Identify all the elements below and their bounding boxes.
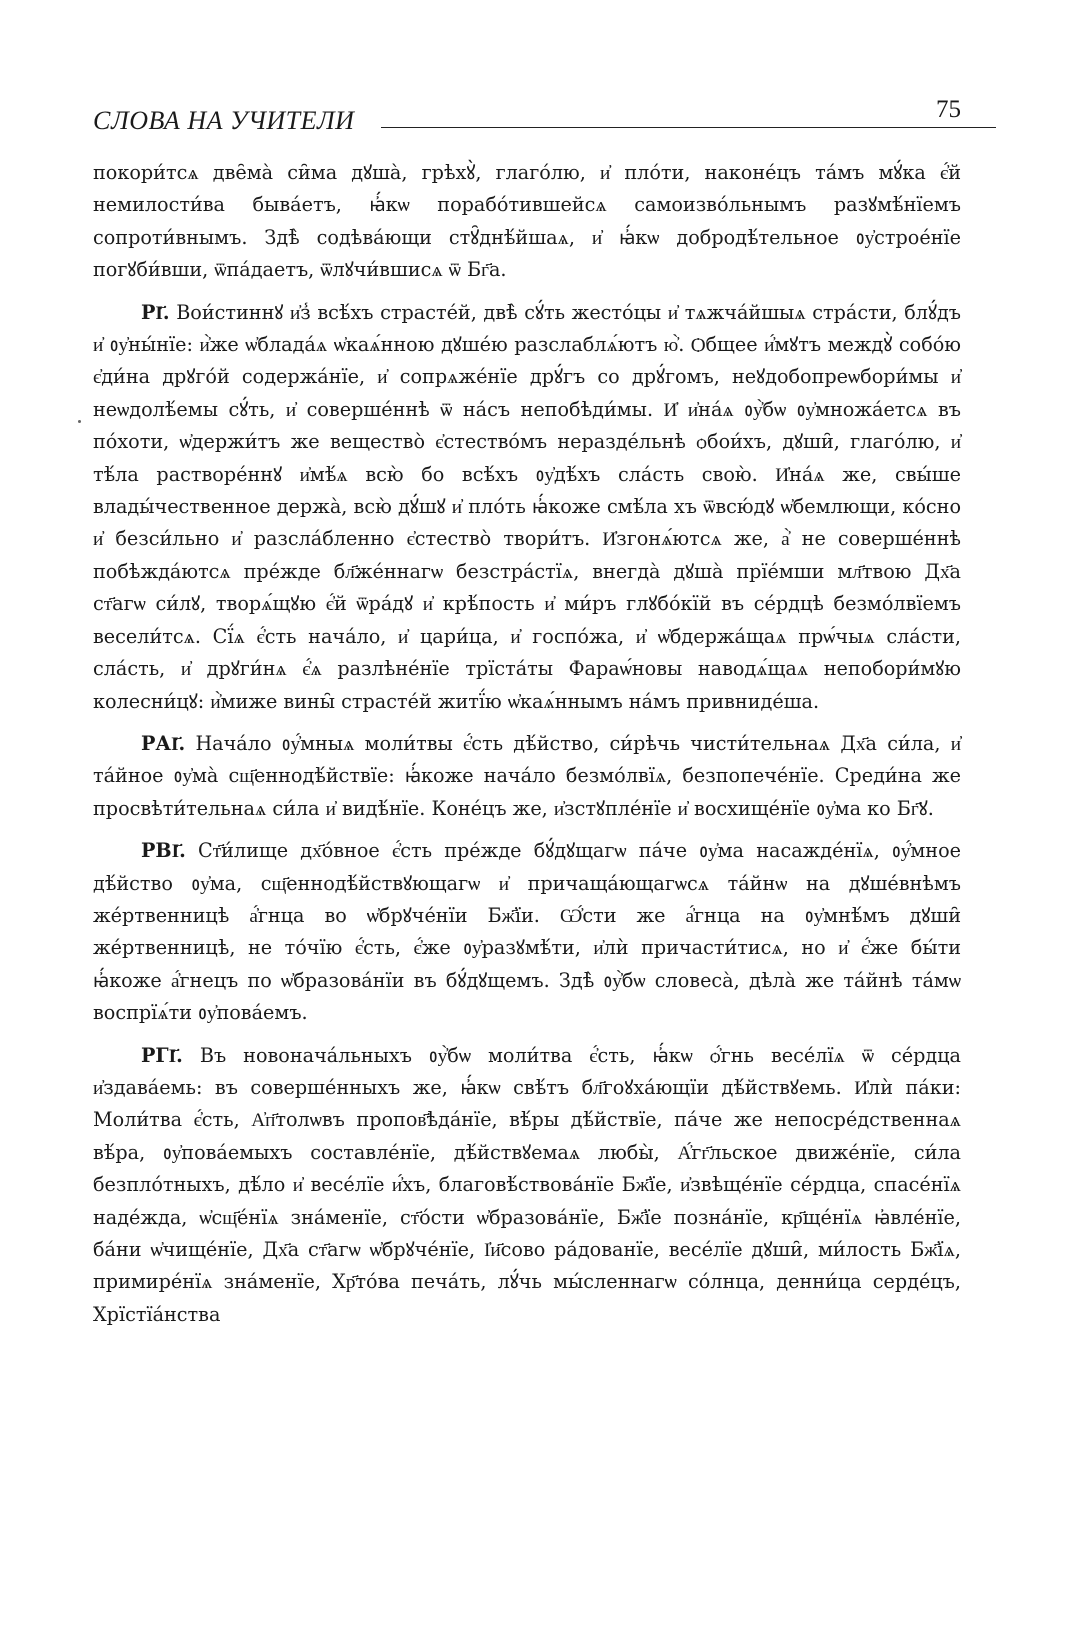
margin-dot [78, 420, 81, 423]
text-body [93, 157, 961, 1341]
paragraph-number: РГІ҃. [141, 1043, 183, 1067]
paragraph-text: покори́тсѧ две̑ма̀ си̑ма дꙋша̀, грѣхꙋ̀, глаго́лю, и҆ пло́ти, наконе́цъ та́мъ мꙋ́ка є҆́й немилости́ва быва́етъ, ꙗ҆́кѡ порабо́тившейсѧ самоизво́льнымъ разꙋмѣ́нїемъ сопроти́внымъ. Здѣ̀ содѣва́ющи стꙋ̑днѣ́йшаѧ, и҆ ꙗ҆́кѡ добродѣ́тельное ᲂу҆строе́нїе погꙋби́вши, ѿпа́даетъ, ѿлꙋчи́вшисѧ ѿ Бг҃а. [93, 161, 961, 282]
paragraph-number: РІ҃. [141, 300, 170, 324]
paragraph-113 [93, 1040, 961, 1332]
paragraph-text: Ст҃и́лище дх҃о́вное є҆́сть пре́жде бꙋ́дꙋщагѡ па́че ᲂу҆ма насажде́нїѧ, ᲂу҆́мное дѣ́йство ᲂу҆ма, сщ҃еннодѣ́йствꙋющагѡ и҆ причаща́ющагѡсѧ та́йнѡ на дꙋше́внѣмъ же́ртвенницѣ а҆́гнца во ѡ҆брꙋче́нїи Бж҃їи. Ѡ҆́сти же а҆́гнца на ᲂу҆мнѣ́мъ дꙋши̑ же́ртвенницѣ, не то́чїю є҆́сть, є҆́же ᲂу҆разꙋмѣ́ти, и҆лѝ причасти́тисѧ, но и҆ є҆́же бы́ти ꙗ҆́коже а҆́гнецъ по ѡ҆бразова́нїи въ бꙋ́дꙋщемъ. Здѣ̀ ᲂу҆̀бѡ словеса̀, дѣла̀ же та́йнѣ та́мѡ воспрїѧ́ти ᲂу҆пова́емъ. [93, 839, 961, 1025]
paragraph-112 [93, 835, 961, 1029]
page-number: 75 [936, 96, 961, 123]
paragraph-continuation [93, 157, 961, 287]
paragraph-110 [93, 297, 961, 718]
paragraph-number: РВІ҃. [141, 839, 186, 863]
running-header [93, 92, 961, 135]
paragraph-text: Нача́ло ᲂу҆́мныѧ моли́твы є҆́сть дѣ́йство, си́рѣчь чисти́тельнаѧ Дх҃а си́ла, и҆ та́йное ᲂу҆ма̀ сщ҃еннодѣ́йствїе: ꙗ҆́коже нача́ло безмо́лвїѧ, безпопече́нїе. Среди́на же просвѣти́тельнаѧ си́ла и҆ видѣ́нїе. Коне́цъ же, и҆зстꙋпле́нїе и҆ восхище́нїе ᲂу҆ма ко Бг҃ꙋ. [93, 731, 961, 820]
paragraph-111 [93, 728, 961, 825]
paragraph-text: Въ новонача́льныхъ ᲂу҆̀бѡ моли́тва є҆́сть, ꙗ҆́кѡ ѻ҆́гнь весе́лїѧ ѿ се́рдца и҆здава́емь: въ соверше́нныхъ же, ꙗ҆́кѡ свѣ́тъ бл҃гоꙋха́ющїи дѣ́йствꙋемь. И҆лѝ па́ки: Моли́тва є҆́сть, А҆п҃толѡвъ пропов҃ѣда́нїе, вѣ́ры дѣ́йствїе, па́че же непосре́дственнаѧ вѣ́ра, ᲂу҆пова́емыхъ составле́нїе, дѣ́йствꙋемаѧ любы̀, А҆́гг҃льское движе́нїе, си́ла безпло́тныхъ, дѣ́ло и҆ весе́лїе и҆́хъ, благовѣ́ствова́нїе Бж҃їе, и҆звѣще́нїе се́рдца, спасе́нїѧ наде́жда, ѡ҆сщ҃е́нїѧ зна́менїе, ст҃о́сти ѡ҆бразова́нїе, Бж҃їе позна́нїе, кр҃ще́нїѧ ꙗ҆вле́нїе, ба́ни ѡ҆чище́нїе, Дх҃а ст҃агѡ ѡ҆брꙋче́нїе, І҆и҃сово ра́дованїе, весе́лїе дꙋши̑, ми́лость Бж҃їѧ, примире́нїѧ зна́менїе, Хр҃то́ва печа́ть, лꙋ́чь мы́сленнагѡ со́лнца, денни́ца серде́цъ, Хрїстїа́нства [93, 1043, 961, 1326]
running-title: СЛОВА НА УЧИТЕЛИ [93, 106, 355, 135]
paragraph-number: РАІ҃. [141, 731, 186, 755]
header-rule [381, 127, 996, 128]
paragraph-text: Вои́стиннꙋ и҆з̾ всѣ́хъ страсте́й, двѣ̀ сꙋ́ть жесто́цы и҆ тѧжча́йшыѧ стра́сти, блꙋ́дъ и҆ ᲂу҆ны́нїе: и҆̀же ѡ҆блада́ѧ ѡ҆каѧ́нною дꙋше́ю разслаблѧ́ютъ ю҆̀. Ѻбщее и҆́мꙋтъ междꙋ̀ собо́ю є҆ди́на дрꙋго́й содержа́нїе, и҆ сопрѧже́нїе дрꙋ́гъ со дрꙋ́гомъ, неꙋдобопреѡбори́мы и҆ неѡдолѣ́емы сꙋ́ть, и҆ соверше́ннѣ ѿ на́съ непобѣди́мы. И҆ и҆на́ѧ ᲂу҆̀бѡ ᲂу҆множа́етсѧ въ по́хоти, ѡ҆держи́тъ же вещество̀ є҆стество́мъ неразде́льнѣ ѻбои́хъ, дꙋши̑, глаго́лю, и҆ тѣ́ла растворе́ннꙋ и҆мѣ́ѧ всю̀ бо всѣ́хъ ᲂу҆дѣ́хъ сла́сть свою̀. И҆на́ѧ же, свы́ше влады́чественное держа̀, всю̀ дꙋ́шꙋ и҆ пло́ть ꙗ҆́коже смѣ́ла хъ ѿвсю́дꙋ ѡ҆бемлющи, ко́сно и҆ безси́льно и҆ разсла́бленно є҆стество̀ твори́тъ. И҆згонѧ́ютсѧ же, а҆̀ не соверше́ннѣ побѣжда́ютсѧ пре́жде бл҃же́ннагѡ безстра́стїѧ, внегда̀ дꙋша̀ прїе́мши мл҃твою Дх҃а ст҃агѡ си́лꙋ, творѧ́щꙋю є҆́й ѿра́дꙋ и҆ крѣ́пость и҆ ми́ръ глꙋбо́кїй въ се́рдцѣ безмо́лвїемъ весели́тсѧ. Сї́ѧ є҆́сть нача́ло, и҆ цари́ца, и҆ госпо́жа, и҆ ѡ҆бдержа́щаѧ прѡ́чыѧ сла́сти, сла́сть, и҆ дрꙋги́нѧ є҆́ѧ разлѣне́нїе трїста́ты Фараѡ́новы наводѧ́щаѧ непобори́мꙋю колесни́цꙋ: и҆̀миже вины̑ страсте́й житї́ю ѡ҆каѧ́ннымъ на́мъ привниде́ша. [93, 300, 961, 713]
